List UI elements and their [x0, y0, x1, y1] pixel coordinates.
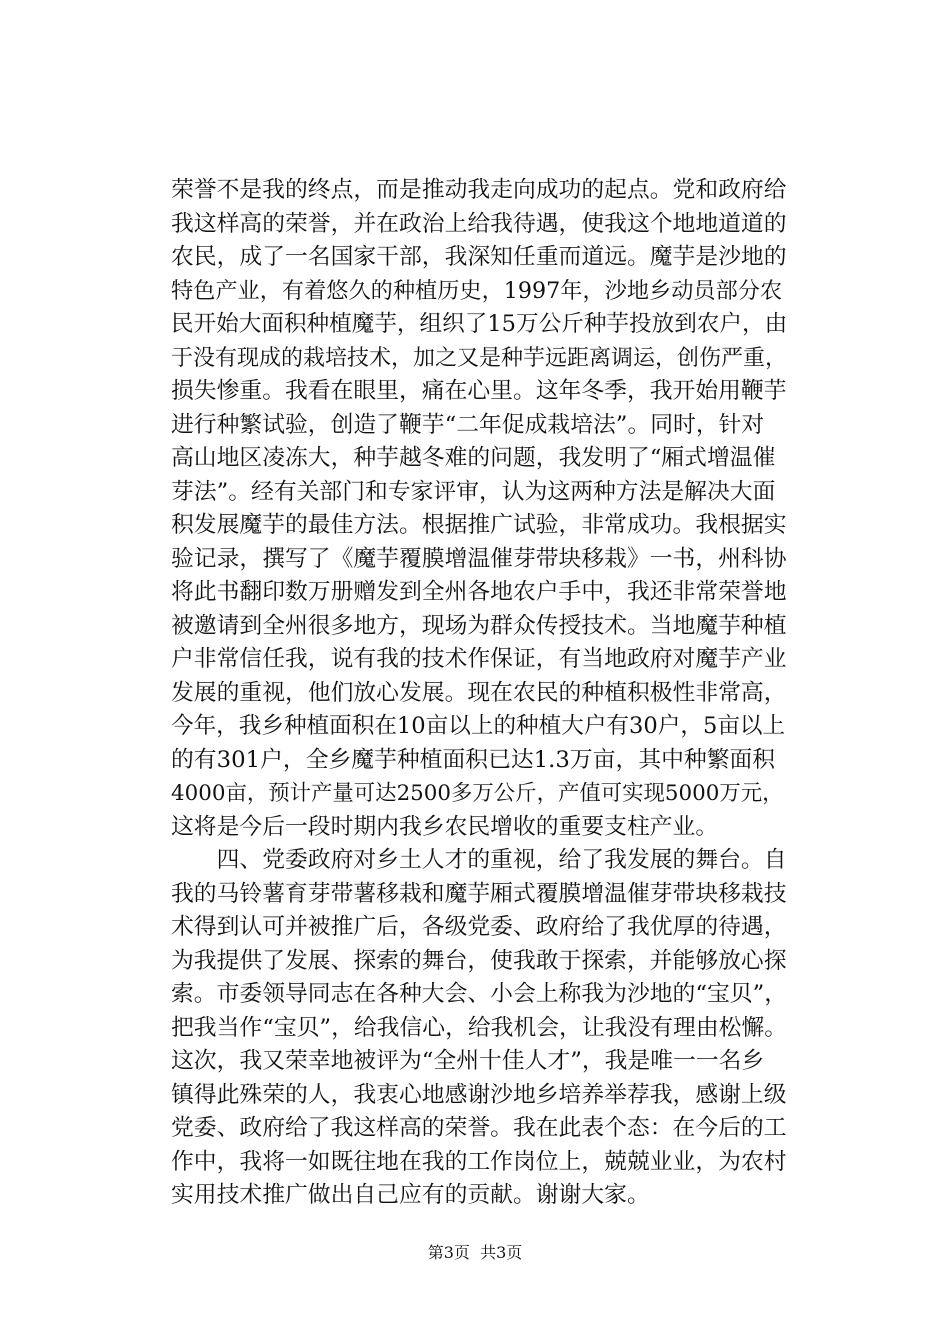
text-line: 4000亩，预计产量可达2500多万公斤，产值可实现5000万元， — [171, 781, 784, 806]
text-line: 把我当作“宝贝”，给我信心，给我机会，让我没有理由松懈。 — [171, 1014, 788, 1041]
text-line: 将此书翻印数万册赠发到全州各地农户手中，我还非常荣誉地 — [171, 579, 787, 605]
text-line: 索。市委领导同志在各种大会、小会上称我为沙地的“宝贝”， — [171, 981, 788, 1007]
text-line: 我的马铃薯育芽带薯移栽和魔芋厢式覆膜增温催芽带块移栽技 — [171, 880, 787, 907]
text-line: 作中，我将一如既往地在我的工作岗位上，兢兢业业，为农村 — [171, 1148, 787, 1175]
text-line: 积发展魔芋的最佳方法。根据推广试验，非常成功。我根据实 — [171, 512, 787, 538]
text-line: 的有301户，全乡魔芋种植面积已达1.3万亩，其中种繁面积 — [171, 746, 776, 773]
text-line: 为我提供了发展、探索的舞台，使我敢于探索，并能够放心探 — [171, 947, 787, 974]
text-line: 今年，我乡种植面积在10亩以上的种植大户有30户，5亩以上 — [171, 713, 786, 739]
text-line: 这将是今后一段时期内我乡农民增收的重要支柱产业。 — [171, 813, 719, 840]
text-line: 发展的重视，他们放心发展。现在农民的种植积极性非常高， — [171, 679, 787, 706]
text-line: 民开始大面积种植魔芋，组织了15万公斤种芋投放到农户，由 — [171, 311, 788, 337]
text-line: 党委、政府给了我这样高的荣誉。我在此表个态：在今后的工 — [171, 1115, 787, 1141]
text-line: 实用技术推广做出自己应有的贡献。谢谢大家。 — [171, 1182, 650, 1208]
text-line: 这次，我又荣幸地被评为“全州十佳人才”，我是唯一一名乡 — [171, 1048, 765, 1074]
text-line: 特色产业，有着悠久的种植历史，1997年，沙地乡动员部分农 — [171, 277, 783, 304]
text-line: 芽法”。经有关部门和专家评审，认为这两种方法是解决大面 — [171, 478, 776, 505]
text-line: 损失惨重。我看在眼里，痛在心里。这年冬季，我开始用鞭芋 — [171, 378, 787, 404]
text-line: 术得到认可并被推广后，各级党委、政府给了我优厚的待遇， — [171, 914, 787, 940]
text-line: 农民，成了一名国家干部，我深知任重而道远。魔芋是沙地的 — [171, 244, 787, 270]
text-line: 镇得此殊荣的人，我衷心地感谢沙地乡培养举荐我，感谢上级 — [171, 1081, 787, 1108]
text-line: 四、党委政府对乡土人才的重视，给了我发展的舞台。自 — [171, 847, 787, 873]
text-line: 验记录，撰写了《魔芋覆膜增温催芽带块移栽》一书，州科协 — [171, 545, 787, 572]
text-line: 我这样高的荣誉，并在政治上给我待遇，使我这个地地道道的 — [171, 210, 787, 237]
text-line: 进行种繁试验，创造了鞭芋“二年促成栽培法”。同时，针对 — [171, 411, 765, 438]
text-line: 高山地区凌冻大，种芋越冬难的问题，我发明了“厢式增温催 — [171, 445, 776, 471]
text-line: 户非常信任我，说有我的技术作保证，有当地政府对魔芋产业 — [171, 646, 787, 672]
text-line: 荣誉不是我的终点，而是推动我走向成功的起点。党和政府给 — [171, 177, 787, 203]
page-footer: 第3页 共3页 — [427, 1243, 523, 1262]
text-line: 被邀请到全州很多地方，现场为群众传授技术。当地魔芋种植 — [171, 612, 787, 639]
text-line: 于没有现成的栽培技术，加之又是种芋远距离调运，创伤严重， — [171, 345, 788, 371]
document-body — [171, 174, 786, 1213]
